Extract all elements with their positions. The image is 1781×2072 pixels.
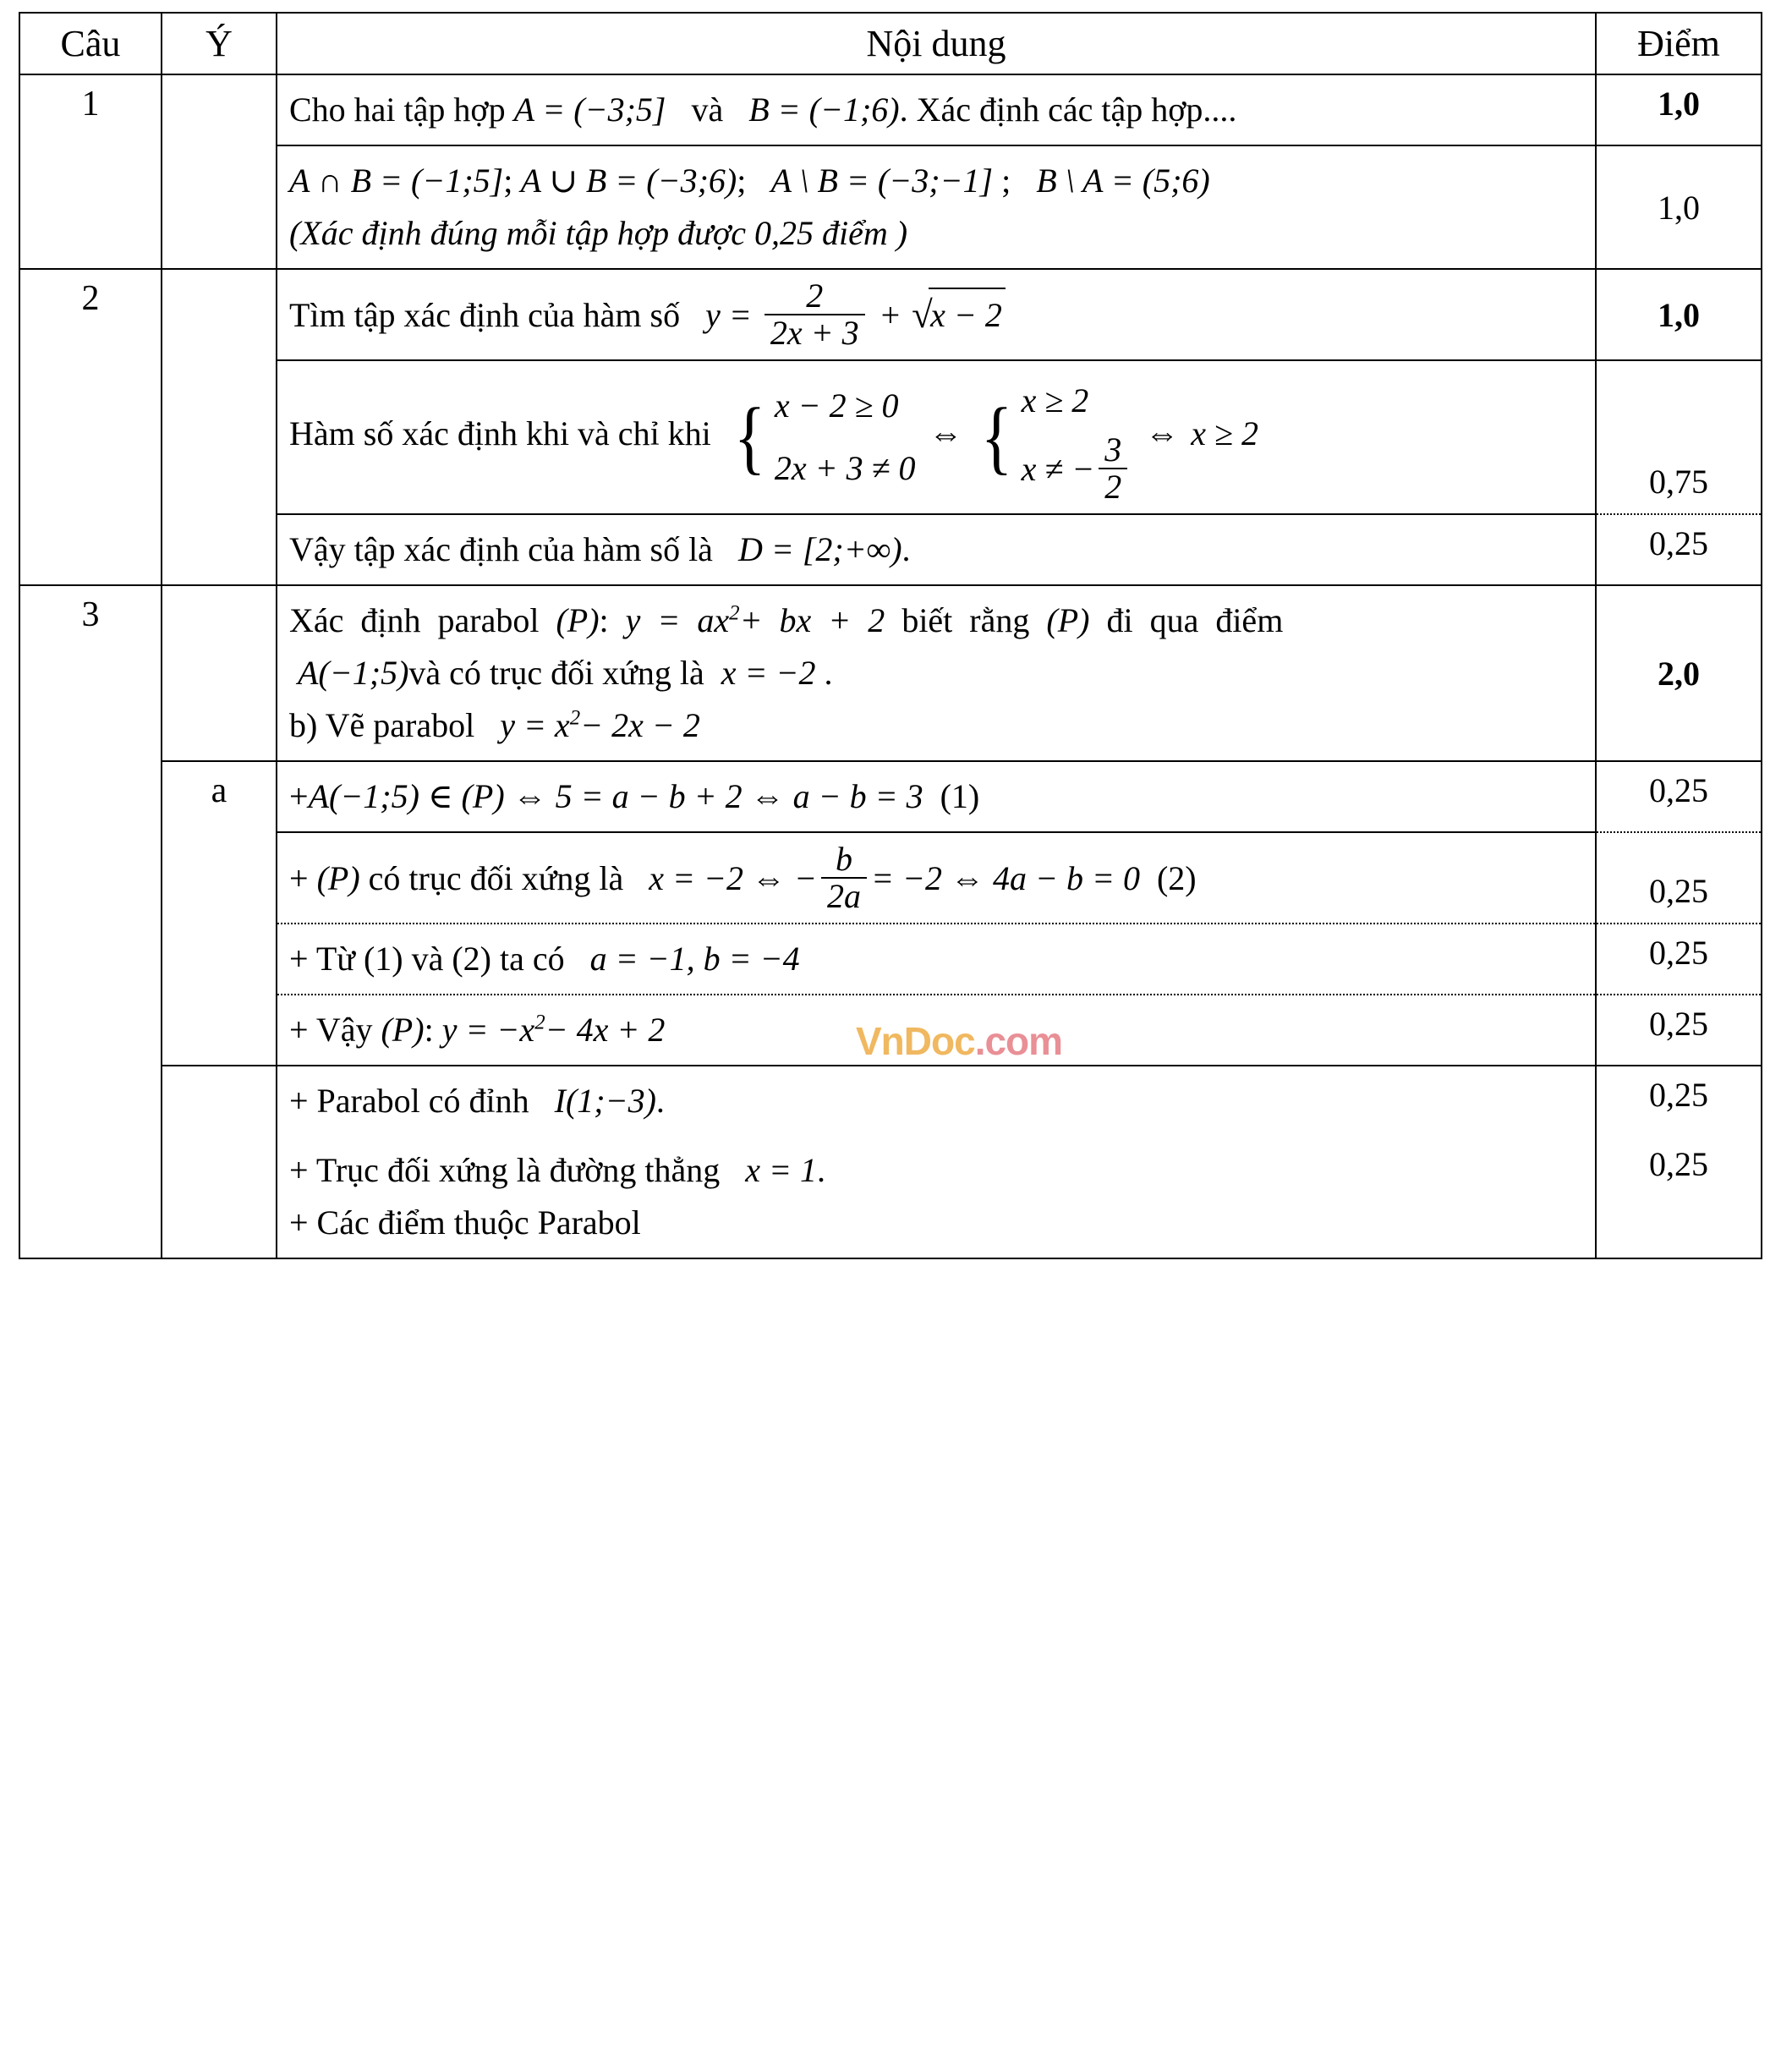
q1-set-a: A = (−3;5] [513,90,666,129]
table-row [19,924,1762,995]
table-row [19,832,1762,924]
q3-equation-lhs: y = ax [625,601,730,639]
q3b-vertex-line [289,1075,1583,1127]
q3b-vertex-text: + Parabol có đỉnh [289,1082,529,1120]
q3-point-A: A(−1;5) [298,654,409,692]
q3-prompt-text-1: Xác định parabol [289,601,540,639]
y-blank-2 [162,269,277,585]
q3b-points-line: + Các điểm thuộc Parabol [289,1203,641,1242]
q2-iff-1: ⇔ [929,414,963,453]
q3a-step-4 [277,995,1596,1066]
watermark-doc: Doc [903,1019,975,1063]
q1-solution-sets: A ∩ B = (−1;5]; A ∪ B = (−3;6); A \ B = (−3;−1] ; B \ A = (5;6) [289,162,1210,200]
q3a-step-3 [277,924,1596,995]
q3a-step-2-x: x = −2 [649,859,743,898]
table-row [19,514,1762,585]
y-label-a: a [162,761,277,1066]
q3-prompt [277,585,1596,761]
q3-prompt-period: . [824,654,833,692]
q3-prompt-line-2 [289,647,1583,699]
table-row [19,1066,1762,1136]
diem-q3b-vertex: 0,25 [1596,1066,1762,1136]
table-row [19,995,1762,1066]
q3a-step-4-text: + Vậy [289,1011,373,1049]
q2-prompt [277,269,1596,360]
q3b-axis-text: + Trục đối xứng là đường thẳng [289,1151,721,1189]
q2-system-2-rows [1022,370,1132,505]
q1-sol-diff-ba: B \ A = (5;6) [1036,162,1210,200]
q3a-step-2-number: (2) [1156,859,1197,898]
q3-prompt-text-4: và có trục đối xứng là [408,654,704,692]
q1-conjunction: và [691,90,724,129]
q3-parabola-label-2: (P) [1046,601,1090,639]
q3-axis-equation: x = −2 [721,654,816,692]
q3b-axis-line [289,1144,1583,1197]
diem-q2-conclusion: 0,25 [1596,514,1762,585]
q2-sys2-fraction [1099,432,1127,505]
q1-prompt-line [289,84,1583,136]
q1-sol-union: A ∪ B = (−3;6) [520,162,737,200]
q3a-step-2-frac-num: b [836,840,852,878]
q2-sqrt-radicand: x − 2 [929,288,1006,342]
q3-prompt-line-1 [289,595,1583,647]
diem-q2-prompt: 1,0 [1596,269,1762,360]
q3b-axis-equation: x = 1 [745,1151,818,1189]
q2-conclusion-period: . [901,530,911,568]
table-body [19,74,1762,1258]
q1-prompt-text-b: . Xác định các tập hợp.... [899,90,1237,129]
q2-result: x ≥ 2 [1191,414,1259,453]
q2-y-equals: y = [705,296,752,335]
q3-part-b-eq-rhs: − 2x − 2 [580,706,700,744]
q2-plus-sign: + [880,296,901,335]
q3a-step-2-tail: = −2 ⇔ 4a − b = 0 [871,859,1140,898]
q3-part-b-exponent: 2 [569,706,581,730]
q3a-step-1-number: (1) [940,777,980,815]
q1-set-b: B = (−1;6) [748,90,900,129]
q2-fraction-denominator: 2x + 3 [764,314,865,351]
table-row [19,1136,1762,1258]
q2-prompt-text: Tìm tập xác định của hàm số [289,296,681,335]
q3b-axis-points [277,1136,1596,1258]
q3-prompt-text-2: biết rằng [901,601,1030,639]
q3b-vertex [277,1066,1596,1136]
q2-sqrt [912,288,1006,342]
y-blank-3 [162,585,277,761]
q3a-step-2-plus: + [289,859,309,898]
table-row [19,74,1762,145]
q3a-step-2-parabola-label: (P) [316,859,360,898]
q2-conclusion-line [289,523,1583,576]
q3a-step-1 [277,761,1596,832]
diem-q3a-step-2: 0,25 [1596,832,1762,924]
q3b-axis-period: . [817,1151,826,1189]
cau-number-1: 1 [19,74,162,269]
answer-key-table [19,12,1762,1259]
q3a-step-1-expression: A(−1;5) ∈ (P) ⇔ 5 = a − b + 2 ⇔ a − b = 3 [308,777,923,815]
q2-prompt-line [289,278,1583,351]
diem-q3b-axis-points: 0,25 [1596,1136,1762,1258]
q3b-vertex-period: . [655,1082,665,1120]
q3-equation-rhs: + bx + 2 [739,601,885,639]
q1-sol-diff-ab: A \ B = (−3;−1] [770,162,994,200]
q2-iff-2: ⇔ [1145,414,1180,453]
q1-solution-note: (Xác định đúng mỗi tập hợp được 0,25 điểm ) [289,214,908,252]
header-diem: Điểm [1596,13,1762,74]
q3a-step-4-parabola-label: (P) [381,1011,425,1049]
q2-system-1 [730,375,916,500]
diem-q3a-step-4: 0,25 [1596,995,1762,1066]
watermark-com: com [984,1019,1063,1063]
q1-solution [277,145,1596,269]
q3-prompt-text-3: đi qua điểm [1106,601,1284,639]
q2-system-2-row-1: x ≥ 2 [1021,381,1089,419]
q3-colon: : [599,601,609,639]
table-header [19,13,1762,74]
q3-part-b-text: b) Vẽ parabol [289,706,475,744]
q3-prompt-line-3 [289,699,1583,752]
q3a-step-3-equation: a = −1, b = −4 [589,940,800,978]
q2-conclusion-text: Vậy tập xác định của hàm số là [289,530,713,568]
q3a-step-2-iff: ⇔ − [752,859,817,898]
header-noidung: Nội dung [277,13,1596,74]
q2-system-1-row-2: 2x + 3 ≠ 0 [774,449,916,487]
header-y: Ý [162,13,277,74]
watermark-vn: Vn [856,1019,904,1063]
table-row [19,585,1762,761]
header-cau: Câu [19,13,162,74]
table-header-row [19,13,1762,74]
diem-q2-condition: 0,75 [1596,360,1762,514]
q3a-step-2-fraction [821,841,867,914]
diem-q1-solution: 1,0 [1596,145,1762,269]
cau-number-2: 2 [19,269,162,585]
diem-q3-prompt: 2,0 [1596,585,1762,761]
table-row [19,761,1762,832]
table-row [19,145,1762,269]
q1-prompt-text-a: Cho hai tập hợp [289,90,506,129]
q3a-step-3-text: + Từ (1) và (2) ta có [289,940,565,978]
table-row [19,360,1762,514]
q2-condition-text: Hàm số xác định khi và chỉ khi [289,414,711,453]
q2-fraction-numerator: 2 [806,277,824,315]
q2-system-1-rows [775,375,916,500]
q3a-step-2-frac-den: 2a [821,877,867,914]
q3-equation-exponent: 2 [729,601,740,625]
q2-sys2-frac-num: 3 [1104,430,1122,469]
q3a-step-4-exponent: 2 [534,1011,545,1034]
diem-q3a-step-3: 0,25 [1596,924,1762,995]
watermark-dot: . [974,1019,985,1063]
y-blank-b [162,1066,277,1258]
q2-conclusion [277,514,1596,585]
diem-q1-prompt: 1,0 [1596,74,1762,145]
q3a-step-2-line [289,841,1583,914]
q3-part-b-eq-lhs: y = x [500,706,570,744]
answer-key-page [0,12,1781,2072]
left-brace-icon: { [980,391,1012,483]
q3a-step-1-line [289,770,1583,823]
cau-number-3: 3 [19,585,162,1258]
q1-prompt [277,74,1596,145]
q2-fraction [764,278,865,351]
q3a-step-4-line [289,1004,1583,1056]
q2-system-2 [977,370,1132,505]
q3a-step-2 [277,832,1596,924]
q3a-step-2-text: có trục đối xứng là [368,859,624,898]
q3a-step-4-eq-rhs: − 4x + 2 [545,1011,666,1049]
table-row [19,269,1762,360]
q3-parabola-label-1: (P) [556,601,600,639]
left-brace-icon: { [733,391,766,483]
diem-q3a-step-1: 0,25 [1596,761,1762,832]
q2-condition-line [289,370,1583,505]
q1-sol-intersection: A ∩ B = (−1;5] [289,162,504,200]
q2-sys2-lhs: x ≠ − [1021,450,1095,489]
q2-system-2-row-2 [1022,432,1132,505]
q2-condition [277,360,1596,514]
q3a-step-1-plus: + [289,777,309,815]
q2-system-1-row-1: x − 2 ≥ 0 [774,386,899,425]
q3a-step-4-colon: : [424,1011,434,1049]
y-blank-1 [162,74,277,269]
q3b-vertex-point: I(1;−3) [554,1082,656,1120]
q2-sys2-frac-den: 2 [1099,468,1127,505]
q3a-step-3-line [289,933,1583,985]
q2-domain-D: D = [2;+∞) [737,530,902,568]
q3a-step-4-eq-lhs: y = −x [441,1011,535,1049]
